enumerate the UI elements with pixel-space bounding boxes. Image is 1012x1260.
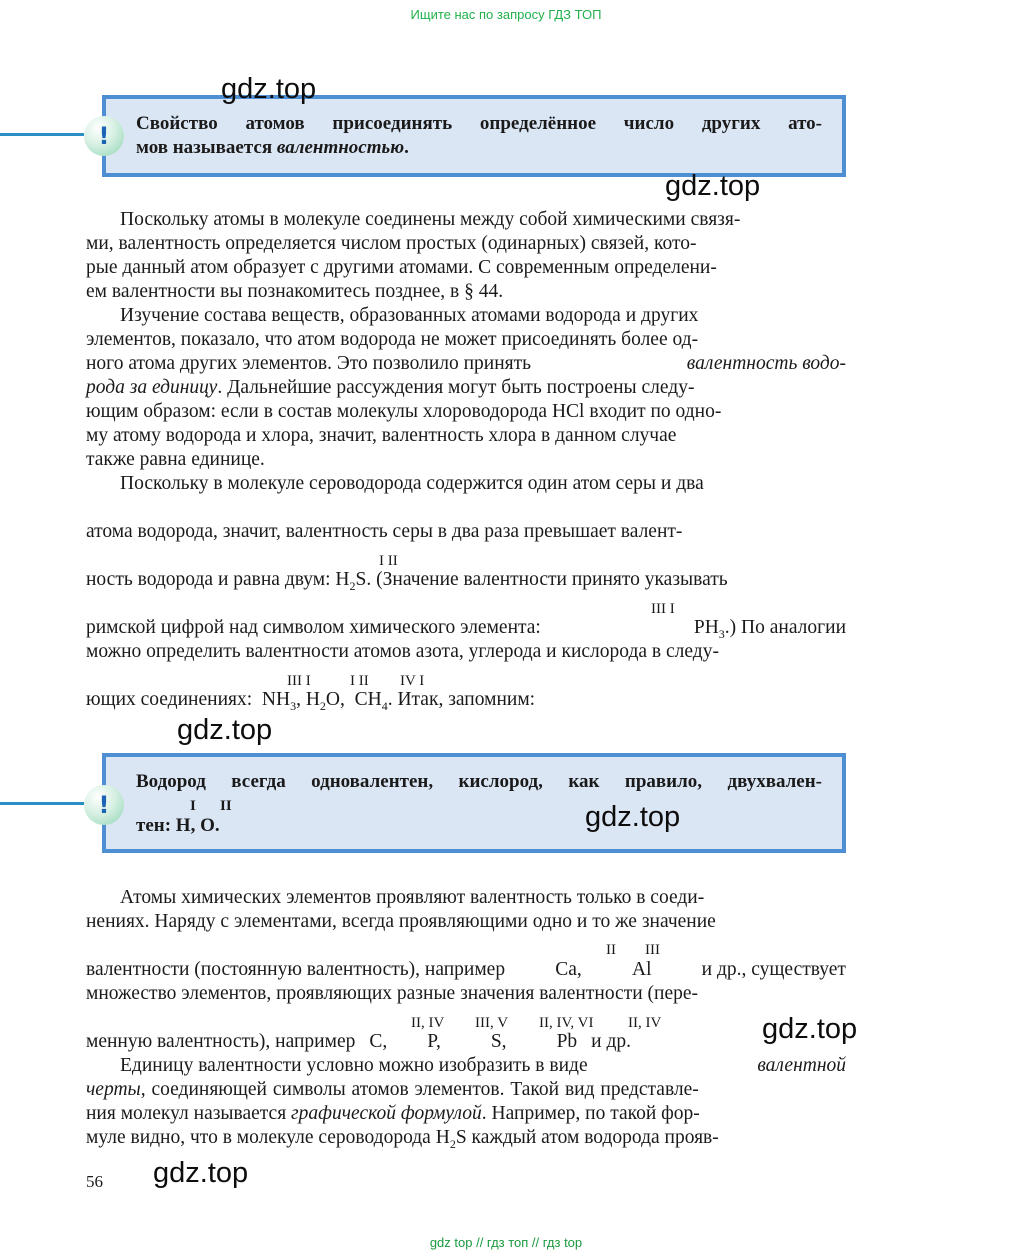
paragraph-line: ного атома других элементов. Это позволило принять валентность водо-: [86, 353, 846, 374]
paragraph-line: рые данный атом образует с другими атомами. С современным определени-: [86, 257, 717, 278]
valence-label: I: [190, 798, 196, 814]
paragraph-line: множество элементов, проявляющих разные значения валентности (пере-: [86, 983, 699, 1004]
formula-h2s: $H_2S$: [435, 1127, 467, 1151]
paragraph-line: также равна единице.: [86, 449, 265, 470]
watermark: gdz.top: [153, 1157, 249, 1189]
paragraph-line: Поскольку атомы в молекуле соединены между собой химическими связя-: [120, 209, 741, 230]
paragraph-line: Единицу валентности условно можно изобразить в виде валентной: [120, 1055, 846, 1076]
rule-box-line-1: Водород всегда одновалентен, кислород, как правило, двухвален-: [136, 771, 822, 792]
watermark: gdz.top: [221, 73, 317, 105]
valence-label: III I: [287, 673, 311, 689]
watermark: gdz.top: [585, 801, 681, 833]
paragraph-line: ем валентности вы познакомитесь позднее, в § 44.: [86, 281, 504, 302]
paragraph-line: можно определить валентности атомов азота, углерода и кислорода в следу-: [86, 641, 719, 662]
watermark: gdz.top: [177, 714, 273, 746]
top-banner[interactable]: Ищите нас по запросу ГДЗ ТОП: [410, 7, 602, 22]
rule-box-text: [136, 112, 822, 160]
watermark: gdz.top: [665, 170, 761, 202]
valence-label: II, IV: [411, 1015, 445, 1031]
formula-h2o: $H_2O$: [305, 689, 340, 713]
valence-label: II, IV: [628, 1015, 662, 1031]
formula-nh3: $NH_3$: [261, 689, 297, 713]
valence-label: IV I: [400, 673, 425, 689]
exclamation-icon: !: [84, 785, 124, 825]
paragraph-line: элементов, показало, что атом водорода не может присоединять более од-: [86, 329, 699, 350]
paragraph-line: ющим образом: если в состав молекулы хлороводорода HCl входит по одно-: [86, 401, 722, 422]
valence-label: I II: [350, 673, 369, 689]
paragraph-line: ния молекул называется графической формулой . Например, по такой фор-: [86, 1103, 700, 1124]
valence-label: II: [220, 798, 232, 814]
valence-label: I II: [379, 553, 398, 569]
valence-label: III: [645, 942, 660, 958]
paragraph-line: рода за единицу . Дальнейшие рассуждения могут быть построены следу-: [86, 377, 695, 398]
paragraph-line: нениях. Наряду с элементами, всегда проявляющими одно и то же значение: [86, 911, 716, 932]
exclamation-icon: !: [84, 116, 124, 156]
paragraph-line: атома водорода, значит, валентность серы в два раза превышает валент-: [86, 521, 683, 542]
formula-ch4: $CH_4$: [354, 689, 388, 713]
paragraph-line: муле видно, что в молекуле сероводорода $H_2S$ каждый атом водорода прояв-: [86, 1126, 846, 1156]
paragraph-line: Изучение состава веществ, образованных атомами водорода и других: [120, 305, 699, 326]
watermark: gdz.top: [762, 1013, 858, 1045]
paragraph-line: валентности (постоянную валентность), например Ca, Al и др., существует: [86, 959, 846, 980]
margin-rule: [0, 133, 84, 136]
paragraph-line: черты , соединяющей символы атомов элементов. Такой вид представле-: [86, 1079, 699, 1100]
paragraph-line: ность водорода и равна двум: $H_2S$ . (Значение валентности принято указывать: [86, 568, 846, 598]
rule-box-line-1: Свойство атомов присоединять определённое число других ато-: [136, 113, 822, 134]
footer-links[interactable]: gdz top // гдз топ // гдз top: [429, 1235, 583, 1250]
rule-box-hydrogen-oxygen: [102, 753, 846, 853]
paragraph-line: ми, валентность определяется числом простых (одинарных) связей, кото-: [86, 233, 697, 254]
paragraph-line: му атому водорода и хлора, значит, валентность хлора в данном случае: [86, 425, 677, 446]
margin-rule: [0, 802, 84, 805]
valence-label: II: [606, 942, 616, 958]
rule-box-line-2: мов называется валентностью.: [136, 137, 409, 158]
valence-label: II, IV, VI: [539, 1015, 594, 1031]
valence-label: III, V: [475, 1015, 509, 1031]
paragraph-line: Поскольку в молекуле сероводорода содержится один атом серы и два: [120, 473, 704, 494]
page-number: 56: [86, 1172, 103, 1191]
paragraph-line: менную валентность), например C, P, S, Pb и др.: [86, 1031, 632, 1052]
paragraph-line: ющих соединениях: $NH_3$ , $H_2O$ , $CH_4$ . Итак, запомним:: [86, 688, 846, 718]
formula-h2s: $H_2S$: [335, 569, 367, 593]
rule-box-line-2: тен: H, O.: [136, 815, 220, 836]
paragraph-line: римской цифрой над символом химического элемента: $PH_3$.) По аналогии: [86, 617, 846, 641]
paragraph-line: Атомы химических элементов проявляют валентность только в соеди-: [120, 887, 705, 908]
formula-ph3: $PH_3$: [693, 617, 725, 641]
valence-label: III I: [651, 601, 675, 617]
